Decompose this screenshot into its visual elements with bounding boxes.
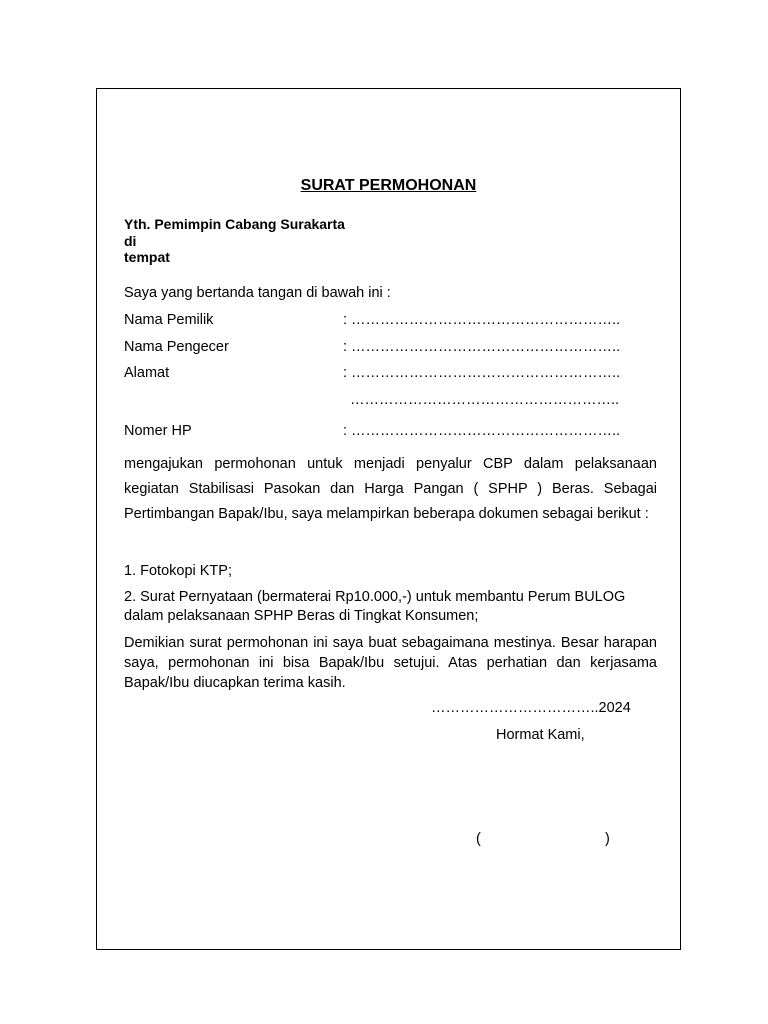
- date-line: ……………………………..2024: [431, 700, 631, 716]
- signature-paren-open: (: [476, 831, 481, 847]
- regards-text: Hormat Kami,: [496, 727, 585, 743]
- recipient-line-1: Yth. Pemimpin Cabang Surakarta: [124, 216, 345, 232]
- signature-paren-close: ): [605, 831, 610, 847]
- attachment-item-1: 1. Fotokopi KTP;: [124, 563, 232, 579]
- field-value-retailer: : ………………………………………………..: [343, 339, 621, 355]
- field-value-phone: : ………………………………………………..: [343, 423, 621, 439]
- field-value-address-cont: ………………………………………………..: [350, 392, 620, 408]
- attachment-item-2: 2. Surat Pernyataan (bermaterai Rp10.000,-) untuk membantu Perum BULOG dalam pelaksanaan SPHP Beras di Tingkat Konsumen;: [124, 589, 626, 624]
- letter-frame: [96, 88, 681, 950]
- field-label-phone: Nomer HP: [124, 423, 192, 439]
- field-label-address: Alamat: [124, 365, 170, 381]
- letter-title: SURAT PERMOHONAN: [300, 177, 477, 194]
- field-value-owner: : ………………………………………………..: [343, 312, 621, 328]
- intro-text: Saya yang bertanda tangan di bawah ini :: [124, 285, 391, 301]
- field-label-owner: Nama Pemilik: [124, 312, 214, 328]
- recipient-line-2: di: [124, 233, 137, 249]
- request-paragraph: mengajukan permohonan untuk menjadi penyalur CBP dalam pelaksanaan kegiatan Stabilisasi Pasokan dan Harga Pangan ( SPHP ) Beras. Sebagai Pertimbangan Bapak/Ibu, saya melampirkan beberapa dokumen sebagai berikut :: [124, 456, 657, 522]
- field-value-address: : ………………………………………………..: [343, 365, 621, 381]
- field-label-retailer: Nama Pengecer: [124, 339, 229, 355]
- recipient-line-3: tempat: [124, 249, 170, 265]
- closing-paragraph: Demikian surat permohonan ini saya buat sebagaimana mestinya. Besar harapan saya, permohonan ini bisa Bapak/Ibu setujui. Atas perhatian dan kerjasama Bapak/Ibu diucapkan terima kasih.: [124, 635, 657, 691]
